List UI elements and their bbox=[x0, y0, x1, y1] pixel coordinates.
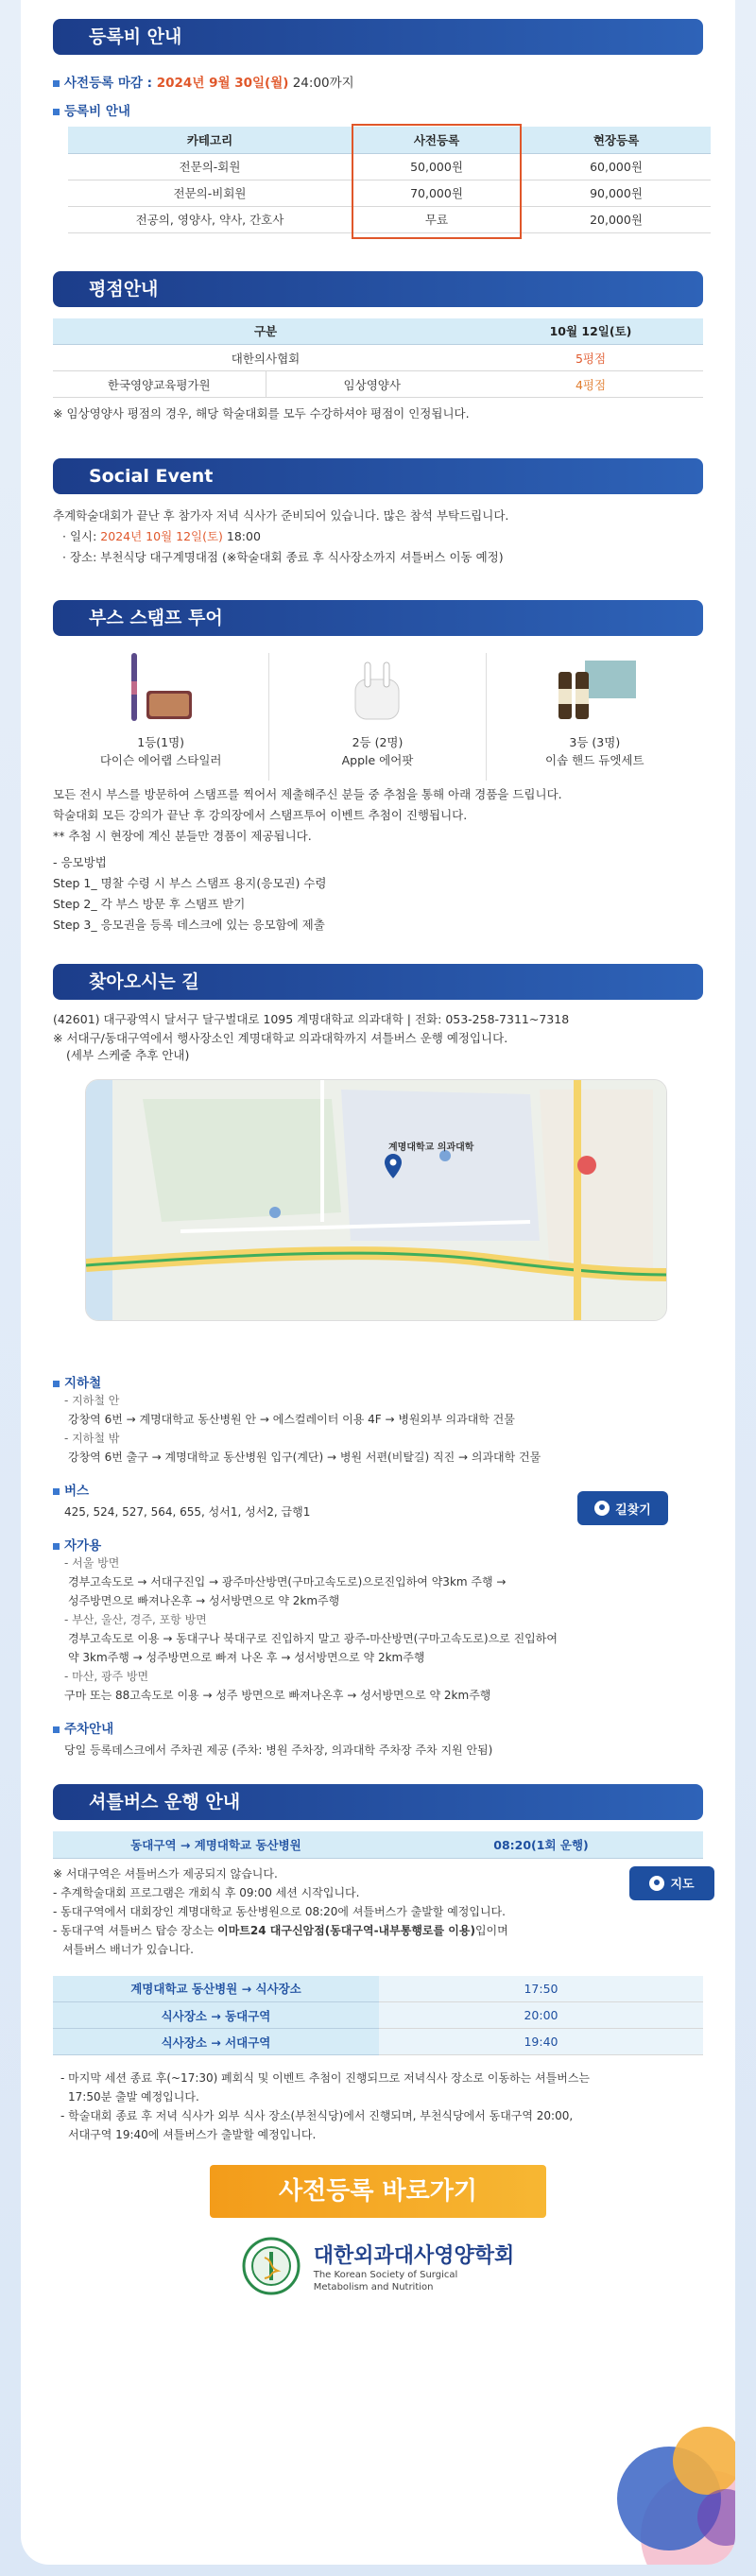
deadline-date: 2024년 9월 30일(월) bbox=[156, 76, 289, 91]
shuttle-cell: 계명대학교 동산병원 → 식사장소 bbox=[53, 1976, 379, 2002]
social-date-time: 18:00 bbox=[222, 529, 261, 543]
prize-item bbox=[53, 653, 269, 781]
map-graphic bbox=[86, 1080, 667, 1321]
square-bullet-icon bbox=[53, 1488, 60, 1495]
car-seoul-desc2: 성주방면으로 빠져나온후 → 성서방면으로 약 2km주행 bbox=[68, 1594, 340, 1607]
booth-desc2: 학술대회 모든 강의가 끝난 후 강의장에서 스탬프투어 이벤트 추첨이 진행됩니다. bbox=[53, 808, 468, 822]
directions-note2: (세부 스케줄 추후 안내) bbox=[66, 1048, 190, 1062]
shuttle-note: - 동대구역에서 대회장인 계명대학교 동산병원으로 08:20에 셔틀버스가 출발할 예정입니다. bbox=[53, 1904, 506, 1918]
shuttle-cell: 식사장소 → 동대구역 bbox=[53, 2002, 379, 2029]
parking-heading: 주차안내 bbox=[53, 1718, 703, 1737]
subway-inside-desc: 강창역 6번 → 계명대학교 동산병원 안 → 에스컬레이터 이용 4F → 병원외부 의과대학 건물 bbox=[68, 1413, 515, 1426]
dyson-airwrap-icon bbox=[118, 653, 203, 729]
society-name-en2: Metabolism and Nutrition bbox=[313, 2281, 434, 2293]
location-pin-icon bbox=[594, 1501, 610, 1516]
route-button[interactable] bbox=[577, 1491, 668, 1525]
fee-cell: 전문의-비회원 bbox=[68, 180, 352, 206]
fee-cell: 전공의, 영양사, 약사, 간호사 bbox=[68, 206, 352, 232]
booth-method-label: - 응모방법 bbox=[53, 855, 107, 869]
credits-cell: 임상영양사 bbox=[266, 371, 478, 398]
credits-cell: 한국영양교육평가원 bbox=[53, 371, 266, 398]
shuttle-bottom2: - 학술대회 종료 후 저녁 식사가 외부 식사 장소(부천식당)에서 진행되며, 부천식당에서 동대구역 20:00, bbox=[60, 2109, 574, 2122]
shuttle-bottom2b: 서대구역 19:40에 셔틀버스가 출발할 예정입니다. bbox=[68, 2128, 317, 2141]
car-seoul-desc1: 경부고속도로 → 서대구진입 → 광주마산방면(구마고속도로)으로진입하여 약3km 주행 → bbox=[68, 1575, 507, 1589]
prize-rank: 2등 (2명) bbox=[352, 735, 404, 749]
pickup-post: 입이며 bbox=[474, 1923, 508, 1937]
directions-note1: ※ 서대구/동대구역에서 행사장소인 계명대학교 의과대학까지 셔틀버스 운행 예정입니다. bbox=[53, 1031, 508, 1045]
shuttle-note: ※ 서대구역은 셔틀버스가 제공되지 않습니다. bbox=[53, 1866, 278, 1880]
table-row bbox=[53, 345, 703, 371]
deadline-time: 24:00까지 bbox=[288, 76, 354, 91]
social-date-value: 2024년 10월 12일(토) bbox=[100, 529, 223, 543]
directions-address: (42601) 대구광역시 달서구 달구벌대로 1095 계명대학교 의과대학 | 전화: 053-258-7311~7318 bbox=[53, 1012, 570, 1026]
pickup-bold: 이마트24 대구신암점(동대구역-내부통행로를 이용) bbox=[217, 1923, 475, 1937]
shuttle-schedule-table bbox=[53, 1976, 703, 2056]
prize-name: 다이슨 에어랩 스타일러 bbox=[99, 753, 222, 767]
fee-cell: 50,000원 bbox=[352, 153, 522, 180]
shuttle-cell: 식사장소 → 서대구역 bbox=[53, 2029, 379, 2055]
car-seoul: - 서울 방면 bbox=[64, 1556, 120, 1570]
deadline-label: 사전등록 마감 : bbox=[64, 76, 157, 91]
booth-step: Step 2_ 각 부스 방문 후 스탬프 받기 bbox=[53, 897, 246, 911]
credits-header-category: 구분 bbox=[53, 318, 478, 345]
shuttle-bottom1b: 17:50분 출발 예정입니다. bbox=[68, 2090, 199, 2104]
shuttle-cell: 17:50 bbox=[379, 1976, 703, 2002]
section-shuttle-title: 셔틀버스 운행 안내 bbox=[53, 1784, 703, 1820]
decorative-circles bbox=[565, 2395, 735, 2565]
social-place: · 장소: 부천식당 대구계명대점 (※학술대회 종료 후 식사장소까지 셔틀버스 이동 예정) bbox=[62, 550, 504, 564]
shuttle-route1: 동대구역 → 계명대학교 동산병원 bbox=[53, 1831, 379, 1858]
section-registration-title: 등록비 안내 bbox=[53, 19, 703, 55]
fee-header-category: 카테고리 bbox=[68, 127, 352, 153]
credits-header-date: 10월 12일(토) bbox=[478, 318, 703, 345]
shuttle-route1-time: 08:20(1회 운행) bbox=[379, 1831, 703, 1858]
route-button-label: 길찾기 bbox=[615, 1503, 651, 1518]
car-busan-desc2: 약 3km주행 → 성주방면으로 빠져 나온 후 → 성서방면으로 약 2km주행 bbox=[68, 1651, 425, 1664]
pre-registration-highlight bbox=[352, 124, 522, 239]
fee-cell: 60,000원 bbox=[522, 153, 711, 180]
shuttle-cell: 20:00 bbox=[379, 2002, 703, 2029]
society-name-ko: 대한외과대사영양학회 bbox=[313, 2243, 515, 2268]
prize-row bbox=[53, 653, 703, 781]
table-row bbox=[53, 1976, 703, 2002]
section-booth-title: 부스 스탬프 투어 bbox=[53, 600, 703, 636]
content-card bbox=[21, 0, 735, 2565]
registration-deadline bbox=[53, 72, 703, 91]
car-busan: - 부산, 울산, 경주, 포항 방면 bbox=[64, 1613, 207, 1626]
square-bullet-icon bbox=[53, 80, 60, 87]
table-row bbox=[53, 2029, 703, 2055]
prize-item bbox=[269, 653, 486, 781]
square-bullet-icon bbox=[53, 109, 60, 115]
table-row bbox=[53, 2002, 703, 2029]
prize-name: 이솝 핸드 듀엣세트 bbox=[545, 753, 644, 767]
car-busan-desc1: 경부고속도로 이용 → 동대구나 북대구로 진입하지 말고 광주-마산방면(구마고속도로)으로 진입하여 bbox=[68, 1632, 558, 1645]
subway-outside-desc: 강창역 6번 출구 → 계명대학교 동산병원 입구(계단) → 병원 서편(비탈길) 직진 → 의과대학 건물 bbox=[68, 1451, 541, 1464]
credits-cell: 5평점 bbox=[478, 345, 703, 371]
society-name-en1: The Korean Society of Surgical bbox=[313, 2269, 458, 2280]
prize-item bbox=[487, 653, 703, 781]
booth-step: Step 3_ 응모권을 등록 데스크에 있는 응모함에 제출 bbox=[53, 918, 325, 932]
subway-outside: - 지하철 밖 bbox=[64, 1432, 120, 1445]
square-bullet-icon bbox=[53, 1543, 60, 1550]
prize-name: Apple 에어팟 bbox=[341, 753, 414, 767]
aesop-handwash-icon bbox=[547, 653, 642, 729]
shuttle-bottom1: - 마지막 세션 종료 후(~17:30) 폐회식 및 이벤트 추첨이 진행되므로 저녁식사 장소로 이동하는 셔틀버스는 bbox=[60, 2071, 591, 2085]
fee-subheading: 등록비 안내 bbox=[53, 100, 703, 119]
fee-header-pre: 사전등록 bbox=[352, 127, 522, 153]
fee-table-wrap bbox=[68, 127, 711, 233]
bus-heading: 버스 bbox=[53, 1480, 703, 1499]
section-directions-title: 찾아오시는 길 bbox=[53, 964, 703, 1000]
booth-warning: ** 추첨 시 현장에 계신 분들만 경품이 제공됩니다. bbox=[53, 829, 312, 843]
pickup-pre: - 동대구역 셔틀버스 탑승 장소는 bbox=[53, 1923, 218, 1937]
shuttle-pickup-note-cont: 셔틀버스 배너가 있습니다. bbox=[62, 1942, 194, 1956]
car-masan: - 마산, 광주 방면 bbox=[64, 1670, 149, 1683]
shuttle-pickup-note bbox=[53, 1921, 703, 1940]
shuttle-map-button[interactable] bbox=[629, 1866, 714, 1900]
shuttle-note: - 추계학술대회 프로그램은 개회식 후 09:00 세션 시작입니다. bbox=[53, 1885, 360, 1899]
credits-note: ※ 임상영양사 평점의 경우, 해당 학술대회를 모두 수강하셔야 평점이 인정됩니다. bbox=[53, 406, 470, 421]
booth-step: Step 1_ 명찰 수령 시 부스 스탬프 용지(응모권) 수령 bbox=[53, 876, 327, 890]
subway-heading: 지하철 bbox=[53, 1372, 703, 1391]
section-credits-title: 평점안내 bbox=[53, 271, 703, 307]
section-social-title: Social Event bbox=[53, 458, 703, 494]
campus-map[interactable] bbox=[85, 1079, 667, 1321]
prize-rank: 3등 (3명) bbox=[569, 735, 621, 749]
prize-rank: 1등(1명) bbox=[137, 735, 185, 749]
fee-cell: 70,000원 bbox=[352, 180, 522, 206]
credits-cell: 4평점 bbox=[478, 371, 703, 398]
credits-table bbox=[53, 318, 703, 399]
shuttle-route-table bbox=[53, 1831, 703, 1859]
fee-cell: 전문의-회원 bbox=[68, 153, 352, 180]
credits-cell: 대한의사협회 bbox=[53, 345, 478, 371]
shuttle-map-button-label: 지도 bbox=[670, 1878, 695, 1892]
square-bullet-icon bbox=[53, 1381, 60, 1387]
airpods-icon bbox=[335, 653, 420, 729]
shuttle-cell: 19:40 bbox=[379, 2029, 703, 2055]
subway-inside: - 지하철 안 bbox=[64, 1394, 120, 1407]
table-row bbox=[53, 371, 703, 398]
pre-registration-button[interactable]: 사전등록 바로가기 bbox=[210, 2165, 546, 2218]
fee-cell: 90,000원 bbox=[522, 180, 711, 206]
social-date bbox=[53, 526, 703, 547]
location-pin-icon bbox=[649, 1876, 664, 1891]
social-date-label: · 일시: bbox=[62, 529, 101, 543]
car-masan-desc: 구마 또는 88고속도로 이용 → 성주 방면으로 빠져나온후 → 성서방면으로 약 2km주행 bbox=[64, 1689, 491, 1702]
fee-cell: 무료 bbox=[352, 206, 522, 232]
fee-header-onsite: 현장등록 bbox=[522, 127, 711, 153]
booth-desc1: 모든 전시 부스를 방문하여 스탬프를 찍어서 제출해주신 분들 중 추첨을 통해 아래 경품을 드립니다. bbox=[53, 787, 562, 801]
bus-desc: 425, 524, 527, 564, 655, 성서1, 성서2, 급행1 bbox=[64, 1505, 311, 1519]
society-emblem-icon bbox=[242, 2237, 301, 2295]
map-label: 계명대학교 의과대학 bbox=[388, 1142, 474, 1153]
parking-desc: 당일 등록데스크에서 주차권 제공 (주차: 병원 주차장, 의과대학 주차장 주차 지원 안됨) bbox=[64, 1743, 493, 1757]
society-name bbox=[314, 2240, 515, 2293]
square-bullet-icon bbox=[53, 1726, 60, 1733]
social-desc: 추계학술대회가 끝난 후 참가자 저녁 식사가 준비되어 있습니다. 많은 참석 부탁드립니다. bbox=[53, 508, 509, 523]
car-heading: 자가용 bbox=[53, 1535, 703, 1554]
fee-cell: 20,000원 bbox=[522, 206, 711, 232]
map-marker-icon bbox=[385, 1154, 402, 1178]
society-logo bbox=[53, 2237, 703, 2295]
